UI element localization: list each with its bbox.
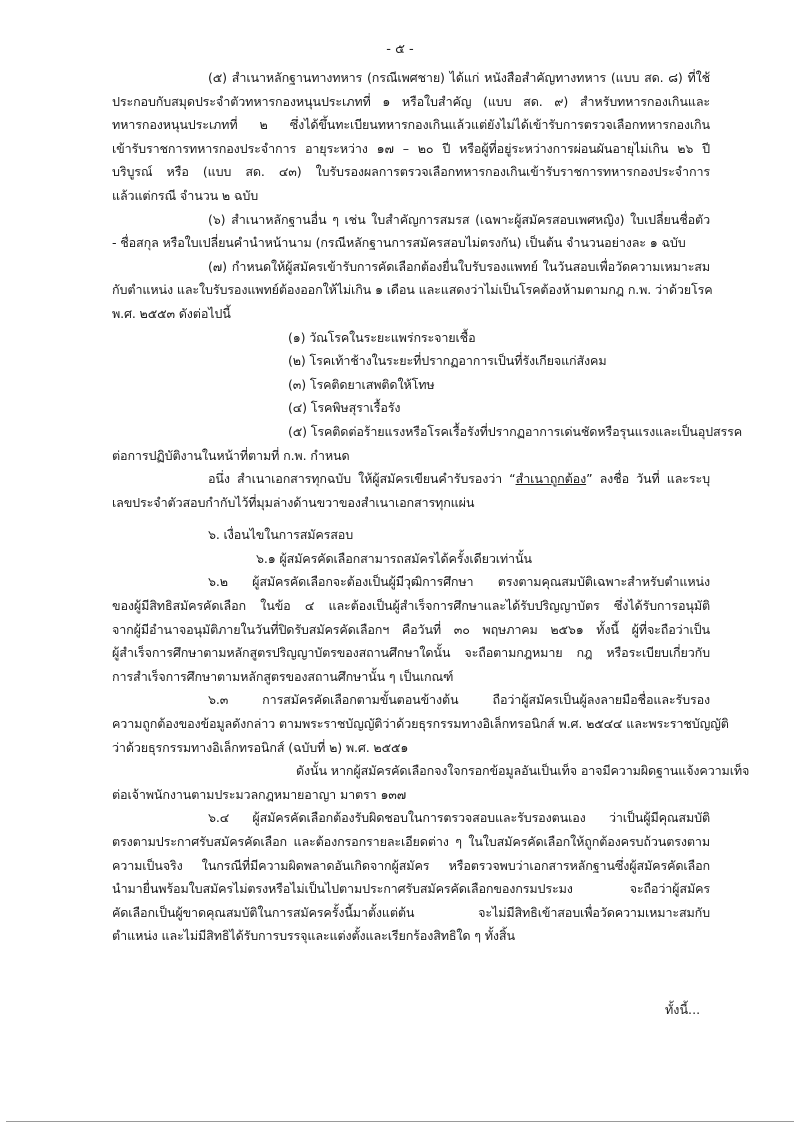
paragraph-line: เข้ารับราชการทหารกองประจำการ อายุระหว่าง ๑๗ – ๒๐ ปี หรือผู้ที่อยู่ระหว่างการผ่อนผันอายุไม่เกิน ๒๖ ปี [112, 140, 710, 156]
disease-list-item: (๔) โรคพิษสุราเรื้อรัง [288, 400, 401, 416]
disease-list-item: (๕) โรคติดต่อร้ายแรงหรือโรคเรื้อรังที่ปรากฏอาการเด่นชัดหรือรุนแรงและเป็นอุปสรรค [288, 423, 743, 439]
paragraph-line: บริบูรณ์ หรือ (แบบ สด. ๔๓) ใบรับรองผลการตรวจเลือกทหารกองเกินเข้ารับราชการทหารกองประจำการ [112, 164, 710, 180]
paragraph-line: ตำแหน่ง และไม่มีสิทธิได้รับการบรรจุและแต่งตั้งและเรียกร้องสิทธิใด ๆ ทั้งสิ้น [112, 928, 515, 944]
clause-6-2 [112, 570, 710, 688]
clause-6-1: ๖.๑ ผู้สมัครคัดเลือกสามารถสมัครได้ครั้งเดียวเท่านั้น [256, 550, 532, 566]
paragraph-line: ว่าด้วยธุรกรรมทางอิเล็กทรอนิกส์ (ฉบับที่ ๒) พ.ศ. ๒๕๕๑ [112, 739, 409, 755]
certify-text-post: ” ลงชื่อ วันที่ และระบุ [586, 471, 710, 487]
paragraph-line: ประกอบกับสมุดประจำตัวทหารกองหนุนประเภทที่ ๑ หรือใบสำคัญ (แบบ สด. ๙) สำหรับทหารกองเกินและ [112, 93, 710, 109]
paragraph-line: ๖.๓ การสมัครคัดเลือกตามขั้นตอนข้างต้น ถือว่าผู้สมัครเป็นผู้ลงลายมือชื่อและรับรอง [208, 692, 710, 708]
certify-text-pre: อนึ่ง สำเนาเอกสารทุกฉบับ ให้ผู้สมัครเขียนคำรับรองว่า “ [208, 471, 516, 487]
paragraph-line: พ.ศ. ๒๕๕๓ ดังต่อไปนี้ [112, 305, 231, 321]
paragraph-line: ๖.๔ ผู้สมัครคัดเลือกต้องรับผิดชอบในการตรวจสอบและรับรองตนเอง ว่าเป็นผู้มีคุณสมบัติ [208, 810, 710, 826]
paragraph-line: (๗) กำหนดให้ผู้สมัครเข้ารับการคัดเลือกต้องยื่นใบรับรองแพทย์ ในวันสอบเพื่อวัดความเหมาะสม [208, 258, 710, 274]
paragraph-line: คัดเลือกเป็นผู้ขาดคุณสมบัติในการสมัครครั้งนี้มาตั้งแต่ต้น จะไม่มีสิทธิเข้าสอบเพื่อวัดความเหมาะสมกับ [112, 904, 710, 920]
paragraph-line: ผู้สำเร็จการศึกษาตามหลักสูตรปริญญาบัตรของสถานศึกษาใดนั้น จะถือตามกฎหมาย กฎ หรือระเบียบเกี่ยวกับ [112, 645, 710, 661]
paragraph-line: ความถูกต้องของข้อมูลดังกล่าว ตามพระราชบัญญัติว่าด้วยธุรกรรมทางอิเล็กทรอนิกส์ พ.ศ. ๒๕๔๔ และพระราชบัญญัติ [112, 716, 729, 732]
paragraph-line: ตรงตามประกาศรับสมัครคัดเลือก และต้องกรอกรายละเอียดต่าง ๆ ในใบสมัครคัดเลือกให้ถูกต้องครบถ้วนตรงตาม [112, 834, 710, 849]
clause-6-4 [112, 806, 710, 948]
spacer [112, 514, 710, 523]
paragraph-line: กับตำแหน่ง และใบรับรองแพทย์ต้องออกให้ไม่เกิน ๑ เดือน และแสดงว่าไม่เป็นโรคต้องห้ามตามกฎ ก.พ. ว่าด้วยโรค [112, 282, 713, 298]
paragraph-line: จากผู้มีอำนาจอนุมัติภายในวันที่ปิดรับสมัครคัดเลือกฯ คือวันที่ ๓๐ พฤษภาคม ๒๕๖๑ ทั้งนี้ ผู้ที่จะถือว่าเป็น [112, 621, 710, 637]
page-number: - ๕ - [386, 42, 414, 57]
continuation-marker: ทั้งนี้... [665, 1002, 701, 1017]
paragraph-line: (๖) สำเนาหลักฐานอื่น ๆ เช่น ใบสำคัญการสมรส (เฉพาะผู้สมัครสอบเพศหญิง) ใบเปลี่ยนชื่อตัว [208, 211, 710, 227]
paragraph-line: ต่อเจ้าพนักงานตามประมวลกฎหมายอาญา มาตรา ๑๓๗ [112, 786, 407, 802]
section-6-conditions [112, 523, 750, 948]
paragraph-line: นำมายื่นพร้อมใบสมัครไม่ตรงหรือไม่เป็นไปตามประกาศรับสมัครคัดเลือกของกรมประมง จะถือว่าผู้สมัคร [112, 881, 710, 897]
paragraph-line: แล้วแต่กรณี จำนวน ๒ ฉบับ [112, 187, 259, 203]
paragraph-line: การสำเร็จการศึกษาตามหลักสูตรของสถานศึกษานั้น ๆ เป็นเกณฑ์ [112, 668, 454, 684]
item-medical-certificate [112, 255, 743, 467]
paragraph-line: - ชื่อสกุล หรือใบเปลี่ยนคำนำหน้านาม (กรณีหลักฐานการสมัครสอบไม่ตรงกัน) เป็นต้น จำนวนอย่างละ ๑ ฉบับ [112, 235, 686, 251]
paragraph-line: (๕) สำเนาหลักฐานทางทหาร (กรณีเพศชาย) ได้แก่ หนังสือสำคัญทางทหาร (แบบ สด. ๘) ที่ใช้ [208, 70, 710, 85]
disease-list-item: (๒) โรคเท้าช้างในระยะที่ปรากฏอาการเป็นที่รังเกียจแก่สังคม [288, 353, 607, 369]
document-body [112, 66, 750, 948]
item-other-documents [112, 208, 710, 255]
clause-6-3 [112, 688, 750, 806]
scan-edge-line [6, 1121, 794, 1122]
paragraph-line [112, 467, 710, 491]
item-military-documents [112, 66, 710, 208]
certify-underlined-phrase: สำเนาถูกต้อง [515, 471, 587, 487]
paragraph-line: ดังนั้น หากผู้สมัครคัดเลือกจงใจกรอกข้อมูลอันเป็นเท็จ อาจมีความผิดฐานแจ้งความเท็จ [296, 763, 750, 779]
paragraph-line: ความเป็นจริง ในกรณีที่มีความผิดพลาดอันเกิดจากผู้สมัคร หรือตรวจพบว่าเอกสารหลักฐานซึ่งผู้สมัครคัดเลือก [112, 857, 710, 873]
certify-copies-paragraph [112, 467, 710, 514]
paragraph-line: ๖.๒ ผู้สมัครคัดเลือกจะต้องเป็นผู้มีวุฒิการศึกษา ตรงตามคุณสมบัติเฉพาะสำหรับตำแหน่ง [208, 574, 710, 590]
section-heading: ๖. เงื่อนไขในการสมัครสอบ [208, 527, 354, 543]
paragraph-line: ทหารกองหนุนประเภทที่ ๒ ซึ่งได้ขึ้นทะเบียนทหารกองเกินแล้วแต่ยังไม่ได้เข้ารับการตรวจเลือกทหารกองเกิน [112, 117, 710, 133]
paragraph-line: ของผู้มีสิทธิสมัครคัดเลือก ในข้อ ๔ และต้องเป็นผู้สำเร็จการศึกษาและได้รับปริญญาบัตร ซึ่งได้รับการอนุมัติ [112, 598, 710, 614]
disease-list-item: (๓) โรคติดยาเสพติดให้โทษ [288, 376, 435, 392]
paragraph-line: ต่อการปฏิบัติงานในหน้าที่ตามที่ ก.พ. กำหนด [112, 447, 350, 463]
disease-list-item: (๑) วัณโรคในระยะแพร่กระจายเชื้อ [288, 329, 476, 345]
paragraph-line: เลขประจำตัวสอบกำกับไว้ที่มุมล่างด้านขวาของสำเนาเอกสารทุกแผ่น [112, 494, 475, 510]
